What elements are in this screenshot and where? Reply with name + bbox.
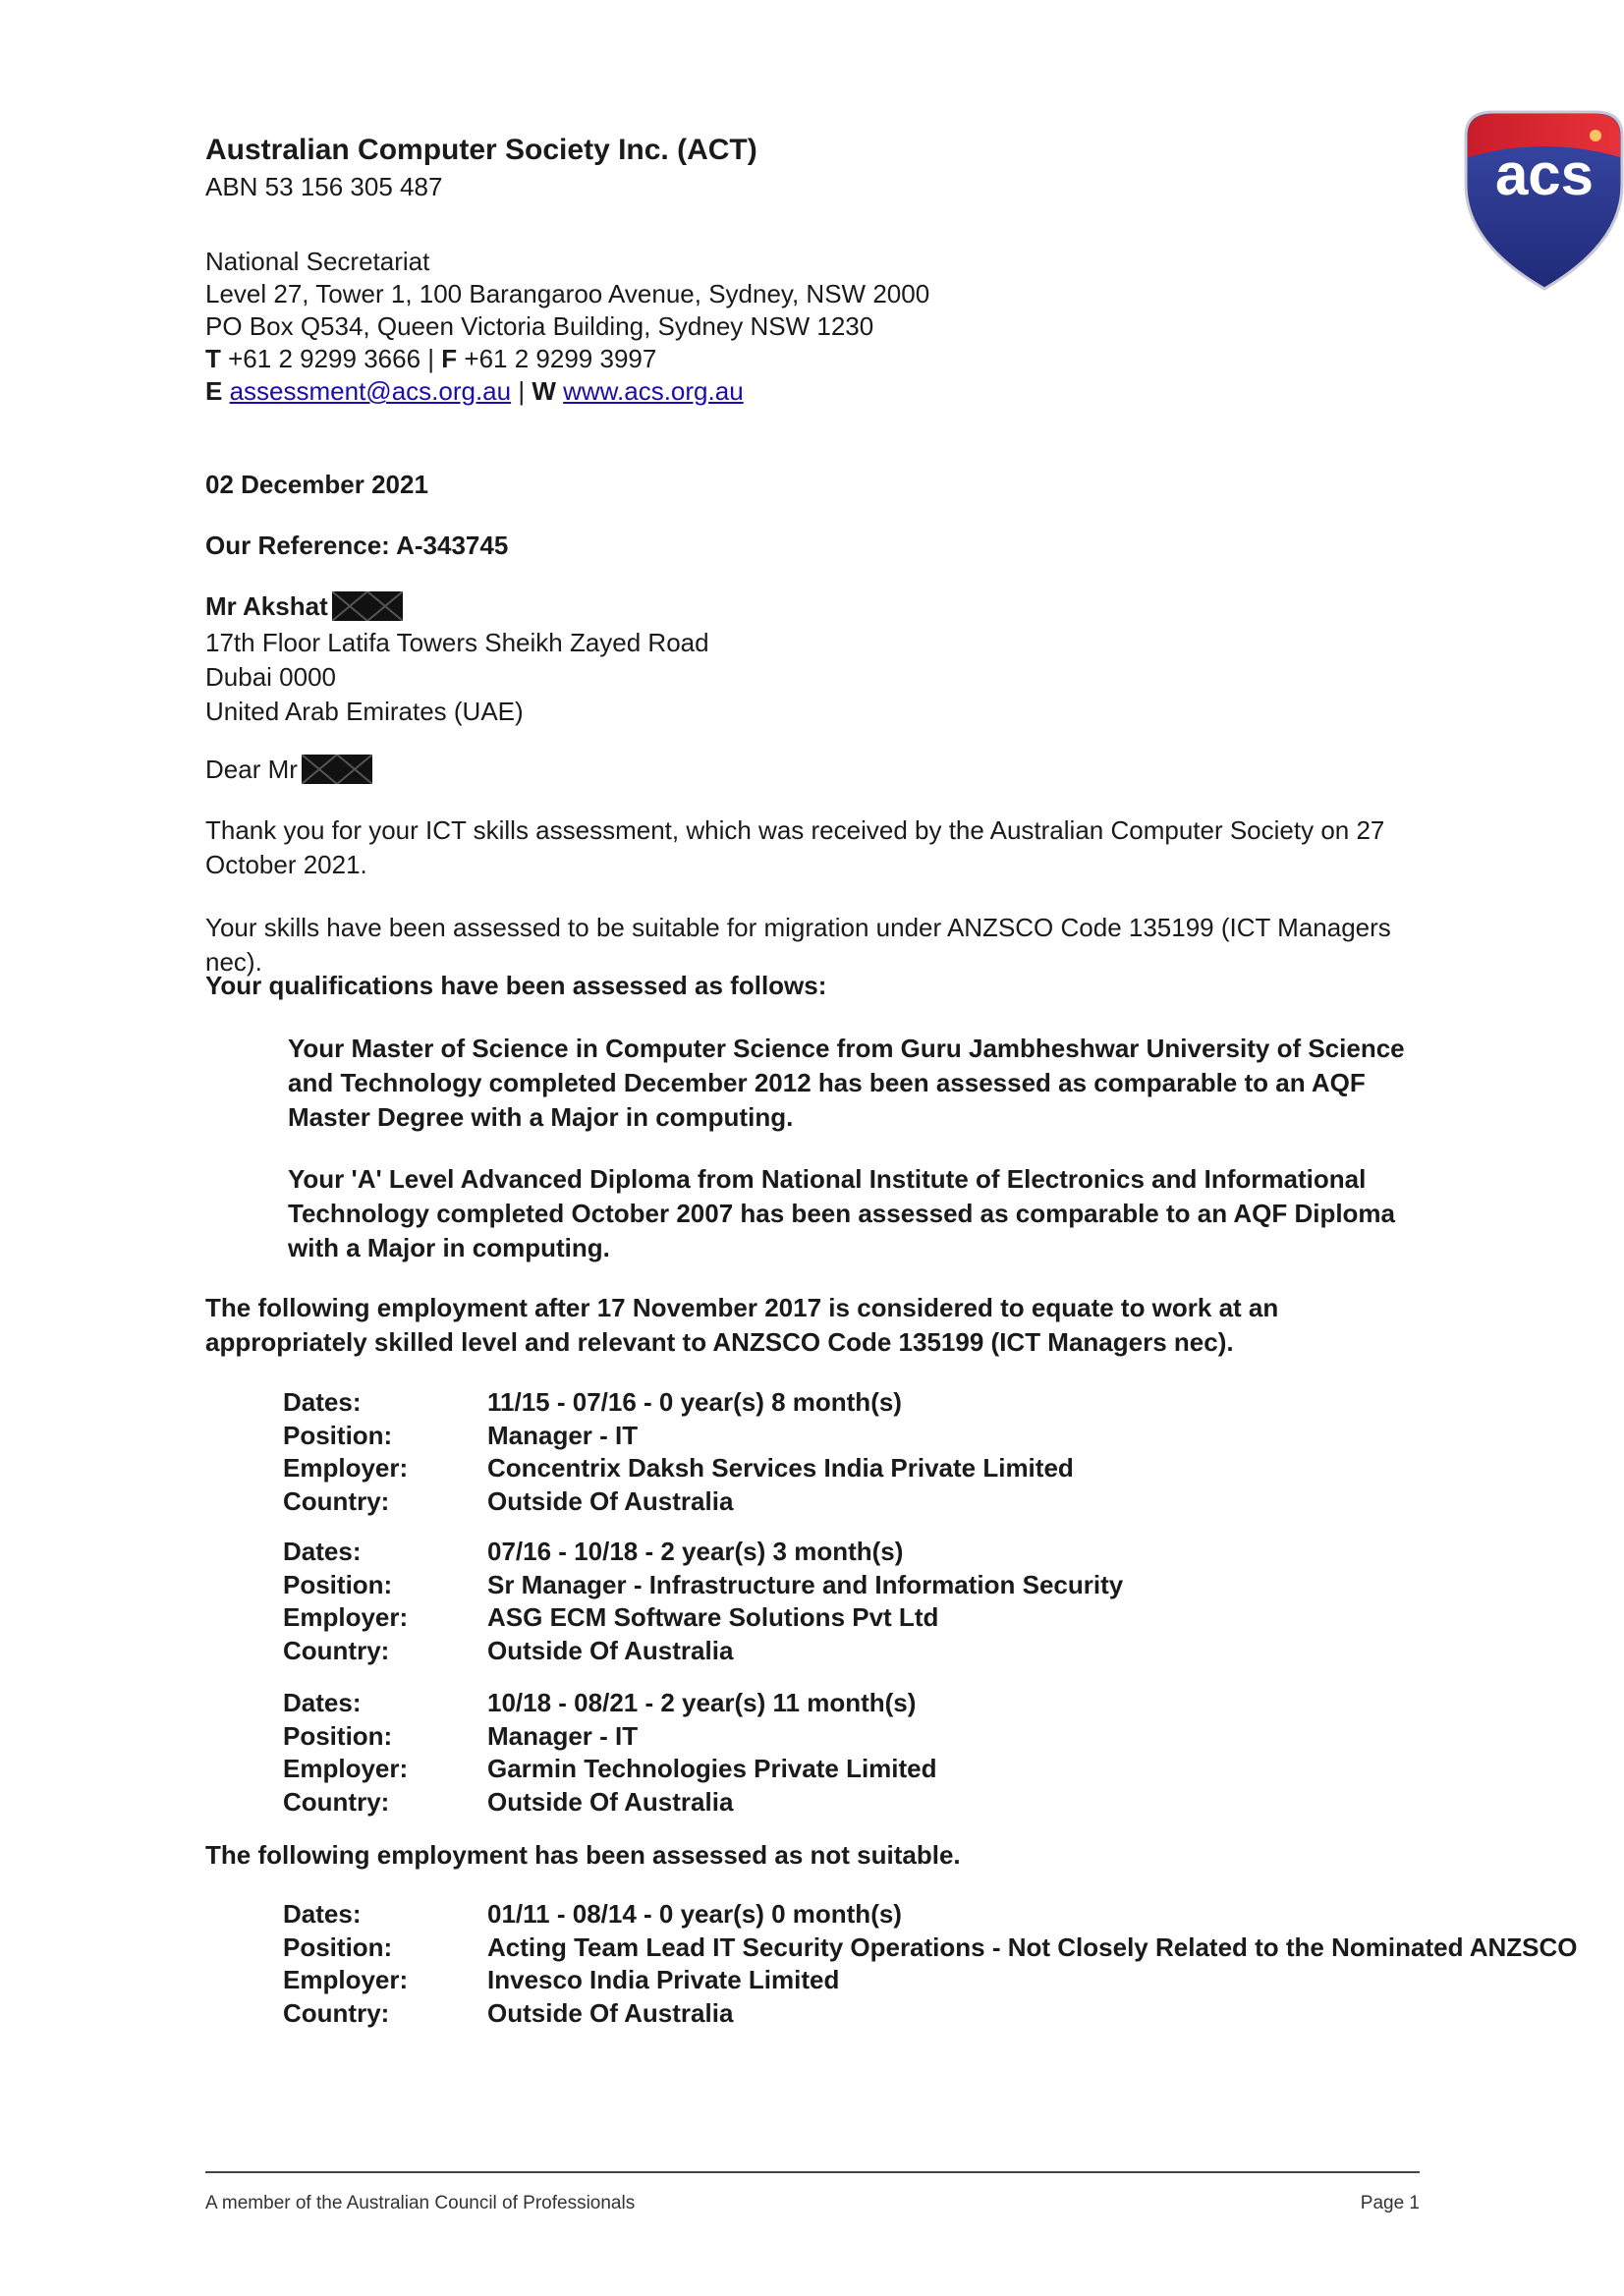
separator: | (518, 376, 526, 406)
recipient-name-line (205, 591, 403, 622)
po-box-address: PO Box Q534, Queen Victoria Building, Sydney NSW 1230 (205, 311, 874, 341)
employment-employer: Invesco India Private Limited (487, 1965, 840, 1994)
employment-position: Acting Team Lead IT Security Operations - Not Closely Related to the Nominated ANZSCO (487, 1932, 1578, 1962)
qualification-2: Your 'A' Level Advanced Diploma from National Institute of Electronics and Informational Technology completed October 2007 has been assessed as comparable to an AQF Diploma with a Major in computing. (288, 1164, 1396, 1262)
street-address: Level 27, Tower 1, 100 Barangaroo Avenue, Sydney, NSW 2000 (205, 279, 930, 308)
country-label: Country: (283, 1485, 390, 1516)
qualifications-heading: Your qualifications have been assessed as follows: (205, 971, 827, 1000)
email-link[interactable]: assessment@acs.org.au (229, 376, 512, 406)
employment-position: Manager - IT (487, 1720, 639, 1751)
employment-employer: Concentrix Daksh Services India Private Limited (487, 1453, 1074, 1483)
separator: | (427, 344, 435, 373)
phone-fax-line (205, 343, 929, 375)
employment-entry (283, 1687, 937, 1819)
logo-text: acs (1494, 141, 1595, 207)
secretariat: National Secretariat (205, 247, 430, 276)
position-label: Position: (283, 1932, 393, 1962)
outcome-paragraph: Your skills have been assessed to be suitable for migration under ANZSCO Code 135199 (ICT Managers nec). (205, 913, 1391, 977)
phone-label: T (205, 344, 221, 373)
employment-country: Outside Of Australia (487, 1786, 734, 1817)
web-label: W (532, 376, 556, 406)
employer-label: Employer: (283, 1965, 409, 1994)
country-label: Country: (283, 1997, 390, 2028)
employment-employer: Garmin Technologies Private Limited (487, 1754, 937, 1783)
recipient-address-line: United Arab Emirates (UAE) (205, 697, 524, 726)
recipient-address (205, 626, 709, 729)
employer-label: Employer: (283, 1602, 409, 1632)
unsuitable-employment-heading: The following employment has been assessed as not suitable. (205, 1840, 961, 1870)
employment-entry (283, 1386, 1074, 1518)
employment-dates: 10/18 - 08/21 - 2 year(s) 11 month(s) (487, 1688, 917, 1717)
employment-employer: ASG ECM Software Solutions Pvt Ltd (487, 1602, 939, 1632)
recipient-address-line: Dubai 0000 (205, 662, 336, 692)
dates-label: Dates: (283, 1387, 362, 1417)
employment-entry (283, 1898, 1578, 2030)
address-block (205, 246, 929, 408)
country-label: Country: (283, 1635, 390, 1665)
employment-dates: 11/15 - 07/16 - 0 year(s) 8 month(s) (487, 1387, 902, 1417)
website-link[interactable]: www.acs.org.au (563, 376, 744, 406)
position-label: Position: (283, 1420, 393, 1450)
employment-entry (283, 1536, 1123, 1667)
recipient-name: Mr Akshat (205, 591, 328, 621)
employment-country: Outside Of Australia (487, 1635, 734, 1665)
qualification-1: Your Master of Science in Computer Science from Guru Jambheshwar University of Science and Technology completed December 2012 has been assessed as comparable to an AQF Master Degree with a Major in computing. (288, 1034, 1405, 1132)
salutation: Dear Mr (205, 755, 298, 784)
employment-position: Sr Manager - Infrastructure and Information Security (487, 1569, 1124, 1599)
org-name: Australian Computer Society Inc. (ACT) (205, 134, 757, 166)
employment-dates: 01/11 - 08/14 - 0 year(s) 0 month(s) (487, 1899, 902, 1929)
our-reference: Our Reference: A-343745 (205, 531, 509, 560)
phone-number: +61 2 9299 3666 (228, 344, 421, 373)
redaction-box (302, 755, 372, 784)
position-label: Position: (283, 1720, 393, 1751)
recipient-address-line: 17th Floor Latifa Towers Sheikh Zayed Road (205, 628, 709, 657)
fax-number: +61 2 9299 3997 (464, 344, 657, 373)
position-label: Position: (283, 1569, 393, 1599)
employment-position: Manager - IT (487, 1420, 639, 1450)
abn: ABN 53 156 305 487 (205, 172, 443, 201)
employment-country: Outside Of Australia (487, 1485, 734, 1516)
country-label: Country: (283, 1786, 390, 1817)
page-number: Page 1 (1360, 2193, 1420, 2213)
acs-logo (1458, 106, 1624, 293)
fax-label: F (441, 344, 458, 373)
email-label: E (205, 376, 223, 406)
suitable-employment-heading: The following employment after 17 November 2017 is considered to equate to work at an appropriately skilled level and relevant to ANZSCO Code 135199 (ICT Managers nec). (205, 1293, 1279, 1357)
dates-label: Dates: (283, 1899, 362, 1929)
intro-paragraph: Thank you for your ICT skills assessment, which was received by the Australian Computer Society on 27 October 2021. (205, 815, 1385, 879)
dates-label: Dates: (283, 1537, 362, 1566)
footer-membership: A member of the Australian Council of Professionals (205, 2193, 636, 2213)
employer-label: Employer: (283, 1754, 409, 1783)
contact-line (205, 375, 929, 408)
salutation-line (205, 755, 372, 785)
redaction-box (332, 591, 403, 621)
employer-label: Employer: (283, 1453, 409, 1483)
employment-country: Outside Of Australia (487, 1997, 734, 2028)
letter-date: 02 December 2021 (205, 470, 428, 499)
employment-dates: 07/16 - 10/18 - 2 year(s) 3 month(s) (487, 1537, 904, 1566)
dates-label: Dates: (283, 1688, 362, 1717)
footer-divider (205, 2171, 1420, 2173)
